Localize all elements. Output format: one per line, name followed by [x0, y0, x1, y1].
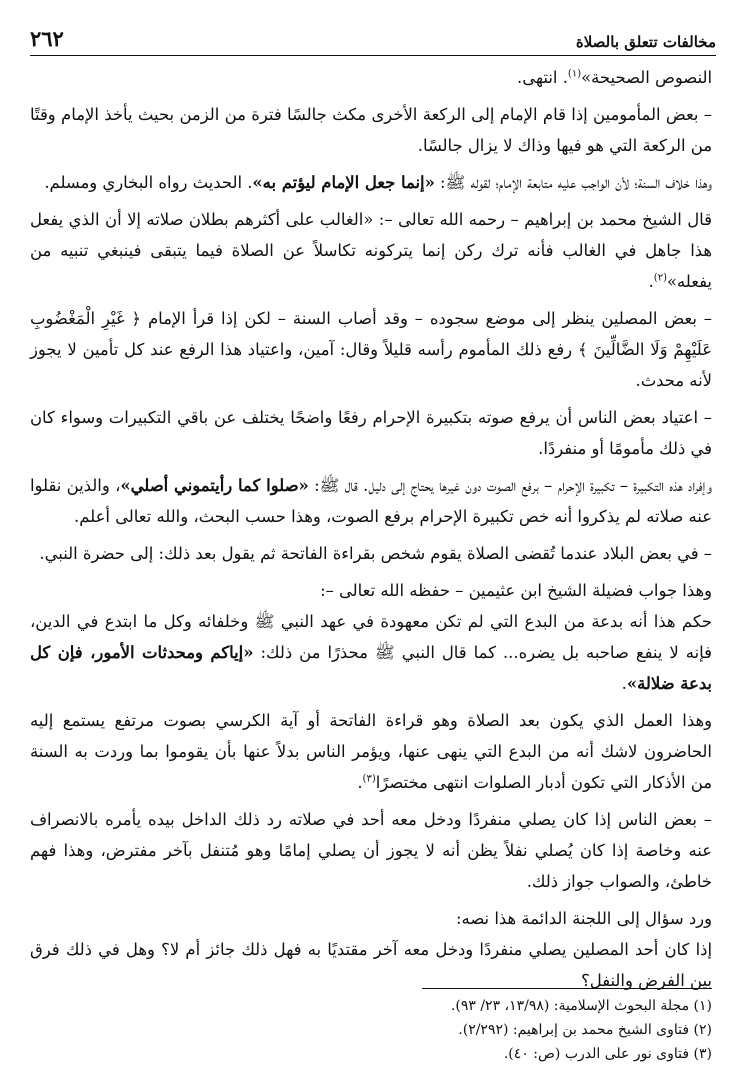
- text-run: النصوص الصحيحة»: [581, 68, 712, 87]
- paragraph: [30, 538, 712, 569]
- footnote-marker: (١): [567, 68, 582, 80]
- main-text: [30, 62, 712, 1002]
- text-run: .: [621, 674, 627, 693]
- paragraph: [30, 303, 712, 396]
- text-run: – بعض المصلين ينظر إلى موضع سجوده – وقد أصاب السنة – لكن إذا قرأ الإمام ﴿ غَيْرِ الْمَغْضُوبِ عَلَيْهِمْ وَلَا الضَّالِّينَ ﴾ رفع ذلك المأموم رأسه قليلاً وقال: آمين، واعتياد هذا الرفع عند كل تأمين لا يجوز لأنه محدث.: [30, 309, 712, 390]
- text-run: . الحديث رواه البخاري ومسلم.: [44, 173, 253, 192]
- paragraph: [30, 575, 712, 606]
- footnote: (٢) فتاوى الشيخ محمد بن إبراهيم: (٢/٢٩٢).: [458, 1022, 712, 1038]
- text-run: وهذا جواب فضيلة الشيخ ابن عثيمين – حفظه الله تعالى –:: [320, 581, 712, 600]
- text-run: – في بعض البلاد عندما تُقضى الصلاة يقوم شخص بقراءة الفاتحة ثم يقول بعد ذلك: إلى حضرة النبي.: [39, 544, 712, 563]
- paragraph: [30, 804, 712, 897]
- paragraph: [30, 402, 712, 464]
- footnote-marker: (٣): [362, 773, 376, 785]
- text-run: وإفراد هذه التكبيرة – تكبيرة الإحرام – برفع الصوت دون غيرها يحتاج إلى دليل. قال ﷺ:: [308, 476, 712, 495]
- text-run: .: [648, 272, 654, 291]
- footnote-divider: [422, 988, 712, 989]
- running-title: مخالفات تتعلق بالصلاة: [575, 33, 716, 51]
- text-run: ، والذين نقلوا عنه صلاته لم يذكروا أنه خص تكبيرة الإحرام برفع الصوت، وهذا حسب البحث، والله تعالى أعلم.: [30, 476, 712, 526]
- text-run: – بعض الناس إذا كان يصلي منفردًا ودخل معه أحد في صلاته رد ذلك الداخل بيده يأمره بالانصراف عنه وخاصة إذا كان يُصلي نفلاً يظن أنه لا يجوز أن يصلي إمامًا وهو مُتنفل بآخر مفترض، وهذا فهم خاطئ، والصواب جواز ذلك.: [30, 810, 712, 891]
- paragraph: [30, 606, 712, 699]
- paragraph: [30, 99, 712, 161]
- text-run: ورد سؤال إلى اللجنة الدائمة هذا نصه:: [456, 909, 712, 928]
- footnotes: [30, 994, 712, 1066]
- text-run: .: [357, 773, 363, 792]
- paragraph: [30, 903, 712, 934]
- paragraph: [30, 167, 712, 198]
- quoted-hadith: «إياكم ومحدثات الأمور، فإن كل بدعة ضلالة»: [30, 643, 712, 693]
- text-run: – بعض المأمومين إذا قام الإمام إلى الركعة الأخرى مكث جالسًا فترة من الزمن بحيث يأخذ الإمام وقتًا من الركعة التي هو فيها وذاك لا يزال جالسًا.: [30, 105, 712, 155]
- text-run: . انتهى.: [517, 68, 568, 87]
- page-header: [30, 22, 716, 56]
- text-run: إذا كان أحد المصلين يصلي منفردًا ودخل معه آخر مقتديًا به فهل ذلك جائز أم لا؟ وهل في ذلك فرق بين الفرض والنفل؟: [30, 940, 712, 990]
- paragraph: [30, 204, 712, 297]
- footnote: (٣) فتاوى نور على الدرب (ص: ٤٠).: [503, 1046, 712, 1062]
- paragraph: [30, 470, 712, 532]
- quoted-hadith: «إنما جعل الإمام ليؤتم به»: [252, 173, 435, 192]
- text-run: – اعتياد بعض الناس أن يرفع صوته بتكبيرة الإحرام رفعًا واضحًا يختلف عن باقي التكبيرات وسواء كان في ذلك مأمومًا أو منفردًا.: [30, 408, 712, 458]
- paragraph: [30, 62, 712, 93]
- text-run: قال الشيخ محمد بن إبراهيم – رحمه الله تعالى –: «الغالب على أكثرهم بطلان صلاته إلا أن الذي يفعل هذا جاهل في الغالب فأنه ترك ركن إنما يتركونه تكاسلاً عن الصلاة فيما يتبقى فينبغي تنبيه من يفعله»: [30, 210, 712, 291]
- text-run: حكم هذا أنه بدعة من البدع التي لم تكن معهودة في عهد النبي ﷺ وخلفائه وكل ما ابتدع في الدين، فإنه لا ينفع صاحبه بل يضره... كما قال النبي ﷺ محذرًا من ذلك:: [30, 612, 712, 662]
- footnote-marker: (٢): [653, 272, 667, 284]
- paragraph: [30, 934, 712, 996]
- footnote: (١) مجلة البحوث الإسلامية: (١٣/٩٨، ٢٣/ ٩٣).: [450, 998, 712, 1014]
- text-run: وهذا خلاف السنة؛ لأن الواجب عليه متابعة الإمام؛ لقوله ﷺ:: [434, 173, 712, 192]
- page-number: ٢٦٢: [30, 26, 64, 51]
- text-run: وهذا العمل الذي يكون بعد الصلاة وهو قراءة الفاتحة أو آية الكرسي بصوت مرتفع يستمع إليه الحاضرون لاشك أنه من البدع التي ينهى عنها، ويؤمر الناس بدلاً عنها بأن يقوموا بما وردت به السنة من الأذكار التي تكون أدبار الصلوات انتهى مختصرًا: [30, 711, 712, 792]
- paragraph: [30, 705, 712, 798]
- quoted-hadith: «صلوا كما رأيتموني أصلي»: [120, 476, 309, 495]
